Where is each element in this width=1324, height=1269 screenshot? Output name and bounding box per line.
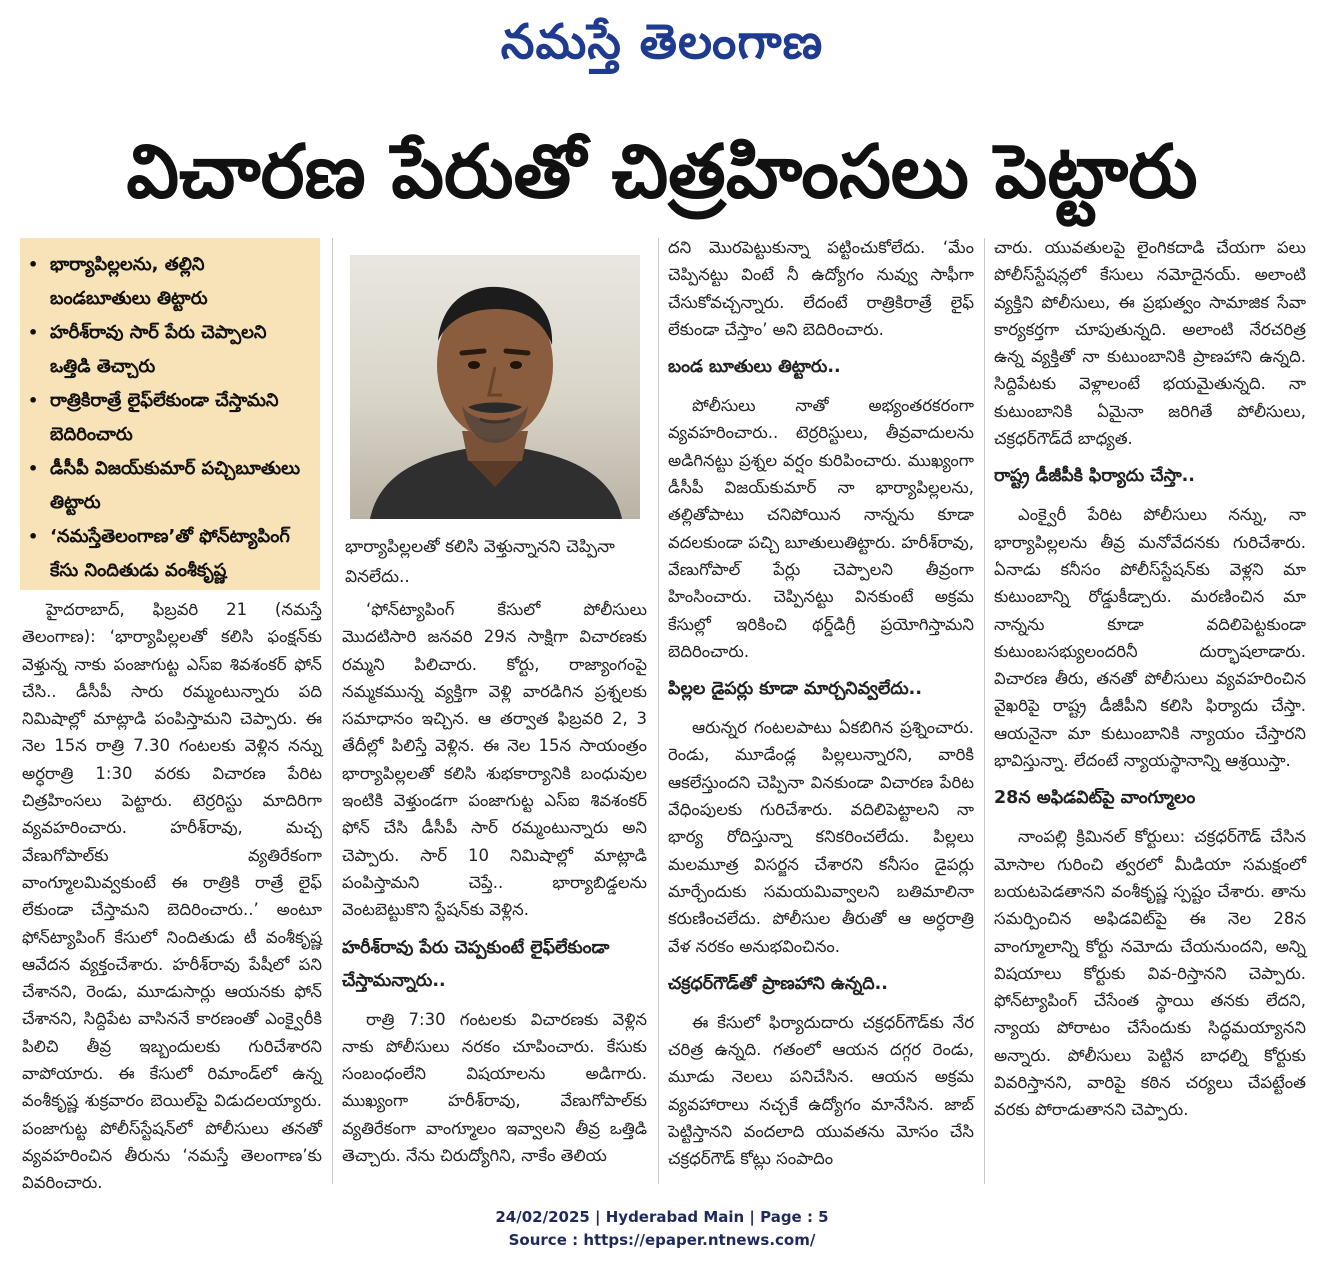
edition-info: 24/02/2025 | Hyderabad Main | Page : 5 (495, 1208, 829, 1226)
article-column-1 (22, 596, 322, 1197)
highlight-text: డీసీపీ విజయ్‌కుమార్ పచ్చిబూతులు తిట్టారు (50, 458, 301, 513)
bullet-icon: • (28, 391, 39, 410)
headline: విచారణ పేరుతో చిత్రహింసలు పెట్టారు (126, 129, 1198, 215)
section-subheading: చక్రధర్‌గౌడ్‌తో ప్రాణహాని ఉన్నది.. (668, 973, 888, 994)
highlight-text: హరీశ్‌రావు సార్ పేరు చెప్పాలని ఒత్తిడి తెచ్చారు (50, 322, 267, 377)
article-column-3 (668, 234, 974, 1173)
portrait-photo (350, 255, 640, 519)
section-subheading: పిల్లల డైపర్లు కూడా మార్చనివ్వలేదు.. (668, 679, 922, 700)
article-paragraph: ఈ కేసులో ఫిర్యాదుదారు చక్రధర్‌గౌడ్‌కు నేర చరిత్ర ఉన్నది. గతంలో ఆయన దగ్గర రెండు, మూడు నెలలు పనిచేసిన. ఆయన అక్రమ వ్యవహారాలు నచ్చకే ఉద్యోగం మానేసిన. జాబ్ పెట్టిస్తానని వందలాది యువతను మోసం చేసి చక్రధర్‌గౌడ్ కోట్లు సంపాదిం (668, 1012, 974, 1169)
article-paragraph: దని మొరపెట్టుకున్నా పట్టించుకోలేదు. ‘మేం చెప్పినట్టు వింటే నీ ఉద్యోగం నువ్వు సాఫీగా చేసుకోవచ్చన్నారు. లేదంటే రాత్రికిరాత్రే లైఫ్ లేకుండా చేస్తాం’ అని బెదిరించారు. (668, 238, 974, 339)
section-subheading: 28న అఫిడవిట్‌పై వాంగ్మూలం (994, 788, 1196, 809)
article-paragraph: ‘ఫోన్‌ట్యాపింగ్ కేసులో పోలీసులు మొదటిసారి జనవరి 29న సాక్షిగా విచారణకు రమ్మని పిలిచారు. కోర్టు, రాజ్యాంగంపై నమ్మకమున్న వ్యక్తిగా వెళ్లి వారడిగిన ప్రశ్నలకు సమాధానం ఇచ్చిన. ఆ తర్వాత ఫిబ్రవరి 2, 3 తేదీల్లో పిలిస్తే వెళ్లిన. ఈ నెల 15న సాయంత్రం భార్యాపిల్లలతో కలిసి శుభకార్యానికి బంధువుల ఇంటికి వెళ్తుండగా పంజాగుట్ట ఎస్‌ఐ శివశంకర్ ఫోన్ చేసి డీసీపీ సార్ రమ్మంటున్నారు అని చెప్పారు. సార్ 10 నిమిషాల్లో మాట్లాడి పంపిస్తామని చెప్తే.. భార్యాబిడ్డలను వెంటబెట్టుకొని స్టేషన్‌కు వెళ్లిన. (342, 600, 647, 920)
highlight-item (28, 384, 310, 452)
column-divider (984, 238, 985, 1184)
bullet-icon: • (28, 459, 39, 478)
bullet-icon: • (28, 323, 39, 342)
highlights-box (20, 238, 320, 590)
article-paragraph: ఎంక్వైరీ పేరిట పోలీసులు నన్ను, నా భార్యాపిల్లలను తీవ్ర మనోవేదనకు గురిచేశారు. ఏనాడు కనీసం పోలీస్‌స్టేషన్‌కు వెళ్లని మా కుటుంబాన్ని రోడ్డుకీడ్చారు. మరణించిన మా నాన్నను కూడా వదిలిపెట్టకుండా కుటుంబసభ్యులందరినీ దుర్భాషలాడారు. విచారణ తీరు, తనతో పోలీసులు వ్యవహరించిన వైఖరిపై రాష్ట్ర డీజీపీని కలిసి ఫిర్యాదు చేస్తా. ఆయనైనా మా కుటుంబానికి న్యాయం చేస్తారని భావిస్తున్నా. లేదంటే న్యాయస్థానాన్ని ఆశ్రయిస్తా. (994, 505, 1306, 771)
article-paragraph: హైదరాబాద్, ఫిబ్రవరి 21 (నమస్తే తెలంగాణ): ‘భార్యాపిల్లలతో కలిసి ఫంక్షన్‌కు వెళ్తున్న నాకు పంజాగుట్ట ఎస్‌ఐ శివశంకర్ ఫోన్ చేసి.. డీసీపీ సారు రమ్మంటున్నారు పది నిమిషాల్లో మాట్లాడి పంపిస్తామని చెప్పారు. ఈ నెల 15న రాత్రి 7.30 గంటలకు వెళ్లిన నన్ను అర్ధరాత్రి 1:30 వరకు విచారణ పేరిట చిత్రహింసలు పెట్టారు. టెర్రరిస్టు మాదిరిగా వ్యవహరించారు. హరీశ్‌రావు, మచ్చ వేణుగోపాల్‌కు వ్యతిరేకంగా వాంగ్మూలమివ్వకుంటే ఈ రాత్రికి రాత్రే లైఫ్ లేకుండా చేస్తామని బెదిరించారు..’ అంటూ ఫోన్‌ట్యాపింగ్ కేసులో నిందితుడు టీ వంశీకృష్ణ ఆవేదన వ్యక్తంచేశారు. హరీశ్‌రావు పేషీలో పని చేశానని, రెండు, మూడుసార్లు ఆయనకు ఫోన్ చేశానని, సిద్దిపేట వాసిననే కారణంతో ఎంక్వైరీకి పిలిచి తీవ్ర ఇబ్బందులకు గురిచేశారని వాపోయారు. ఈ కేసులో రిమాండ్‌లో ఉన్న వంశీకృష్ణ శుక్రవారం బెయిల్‌పై విడుదలయ్యారు. పంజాగుట్ట పోలీస్‌స్టేషన్‌లో పోలీసులు తనతో వ్యవహరించిన తీరును ‘నమస్తే తెలంగాణ’కు వివరించారు. (22, 600, 322, 1193)
highlight-item (28, 520, 310, 588)
bullet-icon: • (28, 527, 39, 546)
portrait-illustration (350, 255, 640, 519)
column-divider (332, 238, 333, 1184)
article-column-4 (994, 234, 1306, 1124)
bullet-icon: • (28, 255, 39, 274)
highlight-item (28, 452, 310, 520)
article-paragraph: ఆరున్నర గంటలపాటు ఏకబిగిన ప్రశ్నించారు. రెండు, మూడేండ్ల పిల్లలున్నారని, వారికి ఆకలేస్తుందని చెప్పినా వినకుండా విచారణ పేరిట వేధింపులకు గురిచేశారు. వదిలిపెట్టాలని నా భార్య రోదిస్తున్నా కనికరించలేదు. పిల్లలు మలమూత్ర విసర్జన చేశారని కనీసం డైపర్లు మార్చేందుకు సమయమివ్వాలని బతిమాలినా కరుణించలేదు. పోలీసుల తీరుతో ఆ అర్ధరాత్రి వేళ నరకం అనుభవించినం. (668, 718, 974, 956)
section-subheading: బండ బూతులు తిట్టారు.. (668, 357, 841, 378)
highlight-text: భార్యాపిల్లలను, తల్లిని బండబూతులు తిట్టారు (50, 254, 208, 309)
article-paragraph: పోలీసులు నాతో అభ్యంతరకరంగా వ్యవహరించారు.. టెర్రరిస్టులు, తీవ్రవాదులను అడిగినట్టు ప్రశ్నల వర్షం కురిపించారు. ముఖ్యంగా డీసీపీ విజయ్‌కుమార్ నా భార్యాపిల్లలను, తల్లితోపాటు చనిపోయిన నాన్నను కూడా వదలకుండా పచ్చి బూతులుతిట్టారు. హరీశ్‌రావు, వేణుగోపాల్ పేర్లు చెప్పాలని తీవ్రంగా హింసించారు. చెప్పినట్టు వినకుంటే అక్రమ కేసుల్లో ఇరికించి థర్డ్‌డిగ్రీ ప్రయోగిస్తామని బెదిరించారు. (668, 396, 974, 661)
highlight-text: రాత్రికిరాత్రే లైఫ్‌లేకుండా చేస్తామని బెదిరించారు (50, 390, 279, 445)
highlight-text: ‘నమస్తేతెలంగాణ’తో ఫోన్‌ట్యాపింగ్ కేసు నిందితుడు వంశీకృష్ణ (50, 526, 290, 581)
highlight-item (28, 316, 310, 384)
article-column-2 (342, 596, 647, 1169)
column-divider (658, 238, 659, 1184)
highlight-item (28, 248, 310, 316)
article-paragraph: నాంపల్లి క్రిమినల్ కోర్టులు: చక్రధర్‌గౌడ్ చేసిన మోసాల గురించి త్వరలో మీడియా సమక్షంలో బయటపెడతానని వంశీకృష్ణ స్పష్టం చేశారు. తాను సమర్పించిన అఫిడవిట్‌పై ఈ నెల 28న వాంగ్మూలాన్ని కోర్టు నమోదు చేయనుందని, అన్ని విషయాలు కోర్టుకు వివ-రిస్తానని చెప్పారు. ఫోన్‌ట్యాపింగ్ చేసేంత స్థాయి తనకు లేదని, న్యాయ పోరాటం చేసేందుకు సిద్ధమయ్యానని అన్నారు. పోలీసులు పెట్టిన బాధల్ని కోర్టుకు వివరిస్తానని, వారిపై కఠిన చర్యలు చేపట్టేంత వరకు పోరాడుతానని చెప్పారు. (994, 827, 1306, 1120)
article-paragraph: రాత్రి 7:30 గంటలకు విచారణకు వెళ్లిన నాకు పోలీసులు నరకం చూపించారు. కేసుకు సంబంధంలేని విషయాలను అడిగారు. ముఖ్యంగా హరీశ్‌రావు, వేణుగోపాల్‌కు వ్యతిరేకంగా వాంగ్మూలం ఇవ్వాలని తీవ్ర ఒత్తిడి తెచ్చారు. నేను చిరుద్యోగిని, నాకేం తెలియ (342, 1009, 647, 1166)
source-url: Source : https://epaper.ntnews.com/ (508, 1231, 816, 1249)
section-subheading: రాష్ట్ర డీజీపీకి ఫిర్యాదు చేస్తా.. (994, 466, 1195, 487)
photo-caption: భార్యాపిల్లలతో కలిసి వెళ్తున్నానని చెప్పినా వినలేదు.. (345, 537, 615, 587)
article-paragraph: చారు. యువతులపై లైంగికదాడి చేయగా పలు పోలీస్‌స్టేషన్లలో కేసులు నమోదైనయ్. అలాంటి వ్యక్తిని పోలీసులు, ఈ ప్రభుత్వం సామాజిక సేవా కార్యకర్తగా చూపుతున్నది. అలాంటి నేరచరిత్ర ఉన్న వ్యక్తితో నా కుటుంబానికి ప్రాణహాని ఉన్నది. సిద్దిపేటకు వెళ్లాలంటే భయమైతున్నది. నా కుటుంబానికి ఏమైనా జరిగితే పోలీసులు, చక్రధర్‌గౌడ్‌దే బాధ్యత. (994, 238, 1306, 449)
masthead-logo: నమస్తే తెలంగాణ (500, 14, 824, 70)
section-subheading: హరీశ్‌రావు పేరు చెప్పకుంటే లైఫ్‌లేకుండా చేస్తామన్నారు.. (342, 937, 610, 991)
